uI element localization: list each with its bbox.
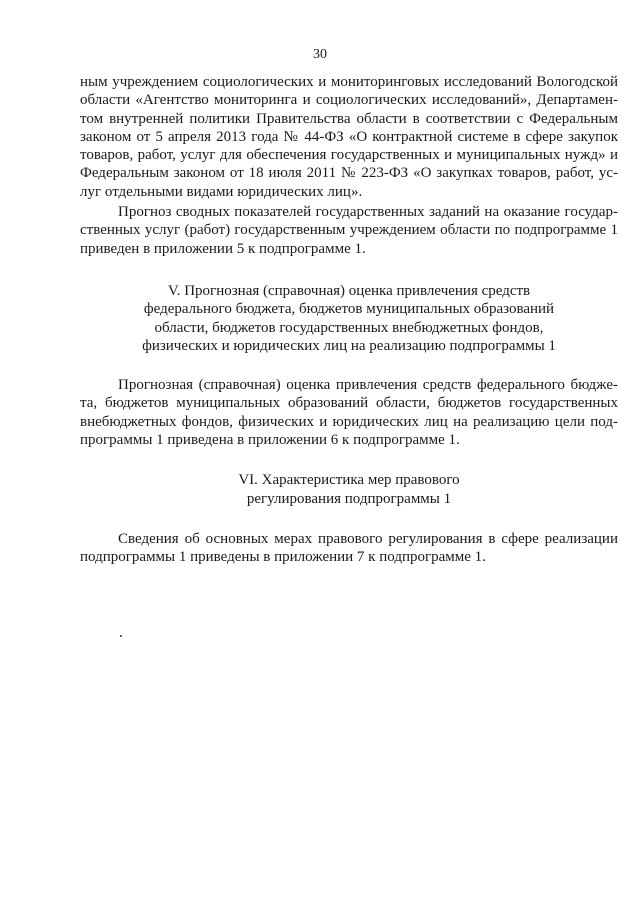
text-line: приведен в приложении 5 к подпрограмме 1. [80,240,366,257]
scan-speck [120,635,122,637]
text-line: том внутренней политики Правительства области в соответствии с Федеральным [80,110,618,127]
text-line: товаров, работ, услуг для обеспечения государственных и муниципальных нужд» и [80,147,618,164]
text-line: внебюджетных фондов, физических и юридических лиц на реализацию цели под- [80,413,618,430]
text-line: подпрограммы 1 приведены в приложении 7 к подпрограмме 1. [80,549,486,566]
text-line: программы 1 приведена в приложении 6 к подпрограмме 1. [80,432,460,449]
section-5-heading [80,282,618,355]
paragraph-state-assignments [80,203,618,258]
heading-line: регулирования подпрограммы 1 [246,490,452,507]
document-body [80,73,618,567]
text-line: та, бюджетов муниципальных образований области, бюджетов государственных [80,395,618,412]
text-line: Прогнозная (справочная) оценка привлечения средств федерального бюдже- [118,377,618,394]
heading-line: V. Прогнозная (справочная) оценка привлечения средств [167,282,531,299]
section-6-heading [80,471,618,508]
page-number: 30 [313,47,327,62]
text-line: области «Агентство мониторинга и социологических исследований», Департамен- [80,92,618,109]
heading-line: области, бюджетов государственных внебюджетных фондов, [154,319,544,336]
text-line: ственных услуг (работ) государственным учреждением области по подпрограмме 1 [80,222,618,239]
paragraph-funding-estimate [80,376,618,449]
heading-line: VI. Характеристика мер правового [238,472,460,489]
text-line: ным учреждением социологических и мониторинговых исследований Вологодской [80,74,618,90]
paragraph-continuation [80,73,618,201]
paragraph-legal-regulation [80,530,618,567]
heading-line: федерального бюджета, бюджетов муниципальных образований [143,301,555,318]
text-line: Сведения об основных мерах правового регулирования в сфере реализации [118,530,618,547]
text-line: луг отдельными видами юридических лиц». [80,183,363,200]
heading-line: физических и юридических лиц на реализацию подпрограммы 1 [142,337,556,354]
text-line: законом от 5 апреля 2013 года № 44-ФЗ «О контрактной системе в сфере закупок [80,128,618,145]
text-line: Федеральным законом от 18 июля 2011 № 223-ФЗ «О закупках товаров, работ, ус- [80,165,618,182]
text-line: Прогноз сводных показателей государственных заданий на оказание государ- [118,204,618,221]
